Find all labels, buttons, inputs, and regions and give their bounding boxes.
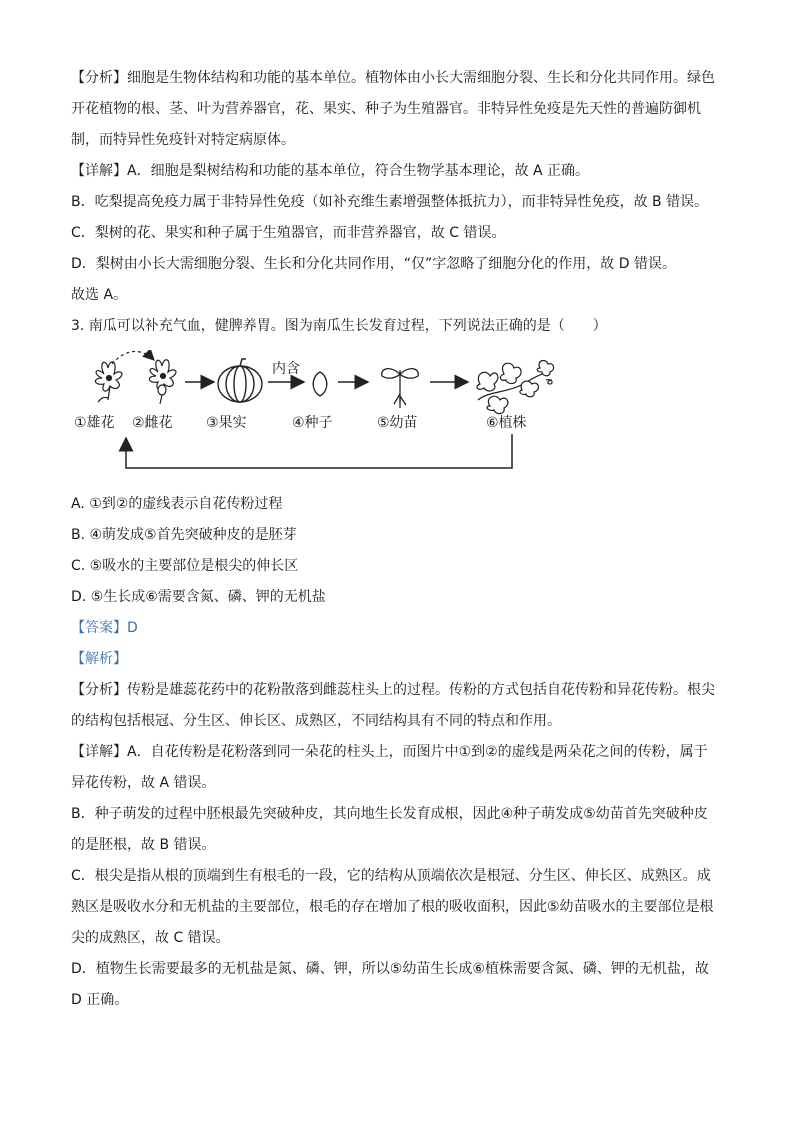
label-fruit: ③果实 [206, 415, 247, 431]
analysis-line: 熟区是吸收水分和无机盐的主要部位，根毛的存在增加了根的吸收面积，因此⑤幼苗吸水的主要部位是根 [71, 899, 714, 915]
mature-plant-icon [477, 361, 554, 414]
label-female-flower: ②雌花 [132, 415, 173, 431]
pollination-dashed-arrow [112, 351, 154, 364]
label-male-flower: ①雄花 [74, 415, 115, 431]
label-plant: ⑥植株 [486, 415, 527, 431]
analysis-line: 尖的成熟区，故 C 错误。 [71, 930, 230, 946]
analysis-line: 【详解】A．自花传粉是花粉落到同一朵花的柱头上，而图片中①到②的虚线是两朵花之间的传粉，属于 [71, 744, 708, 760]
answer-label: 【答案】D [71, 620, 138, 636]
analysis-header: 【解析】 [71, 651, 127, 667]
contains-label: 内含 [272, 361, 300, 377]
female-flower-icon [149, 360, 176, 404]
analysis-line: 【分析】传粉是雄蕊花药中的花粉散落到雌蕊柱头上的过程。传粉的方式包括自花传粉和异花传粉。根尖 [71, 682, 715, 698]
option-c: C. ⑤吸水的主要部位是根尖的伸长区 [71, 558, 299, 574]
cycle-return-arrow [126, 434, 512, 468]
text-line: 故选 A。 [71, 287, 128, 303]
text-line: 开花植物的根、茎、叶为营养器官，花、果实、种子为生殖器官。非特异性免疫是先天性的普遍防御机 [71, 101, 701, 117]
option-a: A. ①到②的虚线表示自花传粉过程 [71, 496, 283, 512]
option-b: B. ④萌发成⑤首先突破种皮的是胚芽 [71, 527, 297, 543]
label-seedling: ⑤幼苗 [377, 415, 418, 431]
analysis-line: D．植物生长需要最多的无机盐是氮、磷、钾，所以⑤幼苗生长成⑥植株需要含氮、磷、钾的无机盐，故 [71, 961, 709, 977]
analysis-line: 的是胚根，故 B 错误。 [71, 837, 216, 853]
seed-icon [313, 372, 327, 396]
analysis-line: B．种子萌发的过程中胚根最先突破种皮，其向地生长发育成根，因此④种子萌发成⑤幼苗首先突破种皮 [71, 806, 708, 822]
pumpkin-lifecycle-diagram [70, 350, 570, 475]
text-line: C．梨树的花、果实和种子属于生殖器官，而非营养器官，故 C 错误。 [71, 225, 506, 241]
text-line: 【详解】A．细胞是梨树结构和功能的基本单位，符合生物学基本理论，故 A 正确。 [71, 163, 590, 179]
option-d: D. ⑤生长成⑥需要含氮、磷、钾的无机盐 [71, 589, 326, 605]
text-line: 制，而特异性免疫针对特定病原体。 [71, 132, 295, 148]
analysis-line: 的结构包括根冠、分生区、伸长区、成熟区，不同结构具有不同的特点和作用。 [71, 713, 561, 729]
text-line: D．梨树由小长大需细胞分裂、生长和分化共同作用，“仅”字忽略了细胞分化的作用，故 D 错误。 [71, 256, 676, 272]
male-flower-icon [95, 362, 122, 402]
pumpkin-icon [218, 359, 262, 402]
label-seed: ④种子 [292, 415, 333, 431]
analysis-line: 异花传粉，故 A 错误。 [71, 775, 216, 791]
analysis-line: D 正确。 [71, 992, 129, 1008]
seedling-icon [382, 369, 419, 408]
question-stem: 3. 南瓜可以补充气血，健脾养胃。图为南瓜生长发育过程，下列说法正确的是（ ） [71, 318, 607, 334]
text-line: 【分析】细胞是生物体结构和功能的基本单位。植物体由小长大需细胞分裂、生长和分化共同作用。绿色 [71, 70, 715, 86]
text-line: B．吃梨提高免疫力属于非特异性免疫（如补充维生素增强整体抵抗力），而非特异性免疫，故 B 错误。 [71, 194, 709, 210]
analysis-line: C．根尖是指从根的顶端到生有根毛的一段，它的结构从顶端依次是根冠、分生区、伸长区、成熟区。成 [71, 868, 711, 884]
